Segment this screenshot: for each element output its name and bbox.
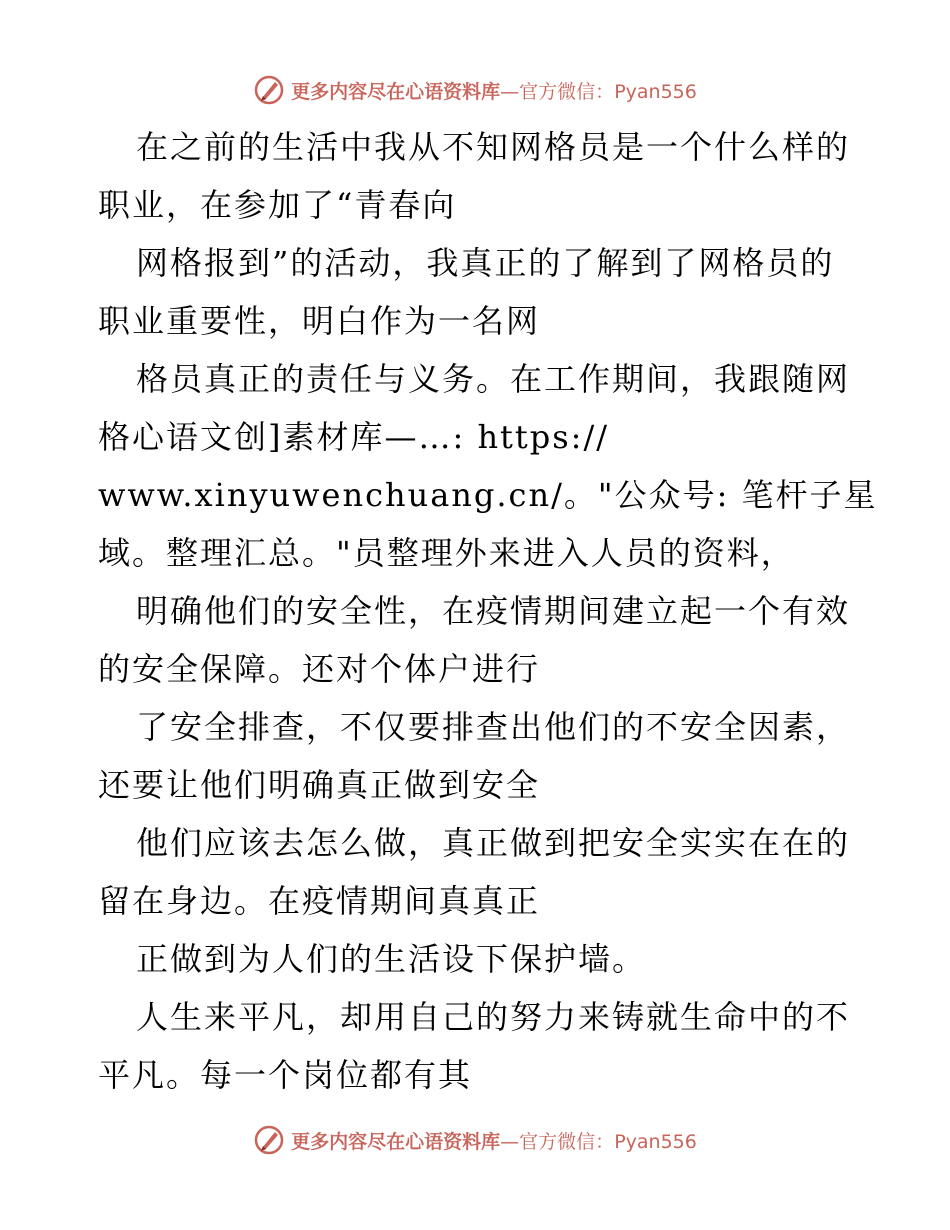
body-line: 格心语文创]素材库—…: https://: [98, 418, 610, 456]
header-banner: [0, 70, 950, 110]
body-line: 域。整理汇总。"员整理外来进入人员的资料，: [98, 534, 795, 572]
body-line: 职业，在参加了“青春向: [98, 186, 457, 224]
body-line: 人生来平凡，却用自己的努力来铸就生命中的不: [136, 998, 851, 1036]
footer-banner-id: Pyan556: [614, 1130, 697, 1153]
quill-logo-icon: [253, 1124, 285, 1156]
footer-banner-wechat: 官方微信：: [519, 1130, 615, 1153]
quill-logo-icon: [253, 74, 285, 106]
footer-banner-main: 更多内容尽在心语资料库: [291, 1130, 501, 1153]
header-banner-id: Pyan556: [614, 80, 697, 103]
body-line: 职业重要性，明白作为一名网: [98, 302, 541, 340]
body-line: 正做到为人们的生活设下保护墙。: [136, 940, 647, 978]
header-banner-main: 更多内容尽在心语资料库: [291, 80, 501, 103]
body-line: 的安全保障。还对个体户进行: [98, 650, 541, 688]
header-banner-text: [291, 77, 697, 104]
footer-banner: [0, 1120, 950, 1160]
header-banner-dash: —: [500, 80, 520, 103]
body-line: 格员真正的责任与义务。在工作期间，我跟随网: [136, 360, 851, 398]
header-banner-wechat: 官方微信：: [519, 80, 615, 103]
footer-banner-dash: —: [500, 1130, 520, 1153]
body-line: 了安全排查，不仅要排查出他们的不安全因素，: [136, 708, 851, 746]
body-line: 还要让他们明确真正做到安全: [98, 766, 541, 804]
document-body: [98, 118, 878, 1104]
body-line: 明确他们的安全性，在疫情期间建立起一个有效: [136, 592, 851, 630]
body-line: 留在身边。在疫情期间真真正: [98, 882, 541, 920]
body-line: 在之前的生活中我从不知网格员是一个什么样的: [136, 128, 851, 166]
body-line: 平凡。每一个岗位都有其: [98, 1056, 473, 1094]
body-line: 网格报到”的活动，我真正的了解到了网格员的: [136, 244, 835, 282]
body-line: www.xinyuwenchuang.cn/。"公众号: 笔杆子星: [98, 476, 878, 514]
footer-banner-text: [291, 1127, 697, 1154]
body-line: 他们应该去怎么做，真正做到把安全实实在在的: [136, 824, 851, 862]
